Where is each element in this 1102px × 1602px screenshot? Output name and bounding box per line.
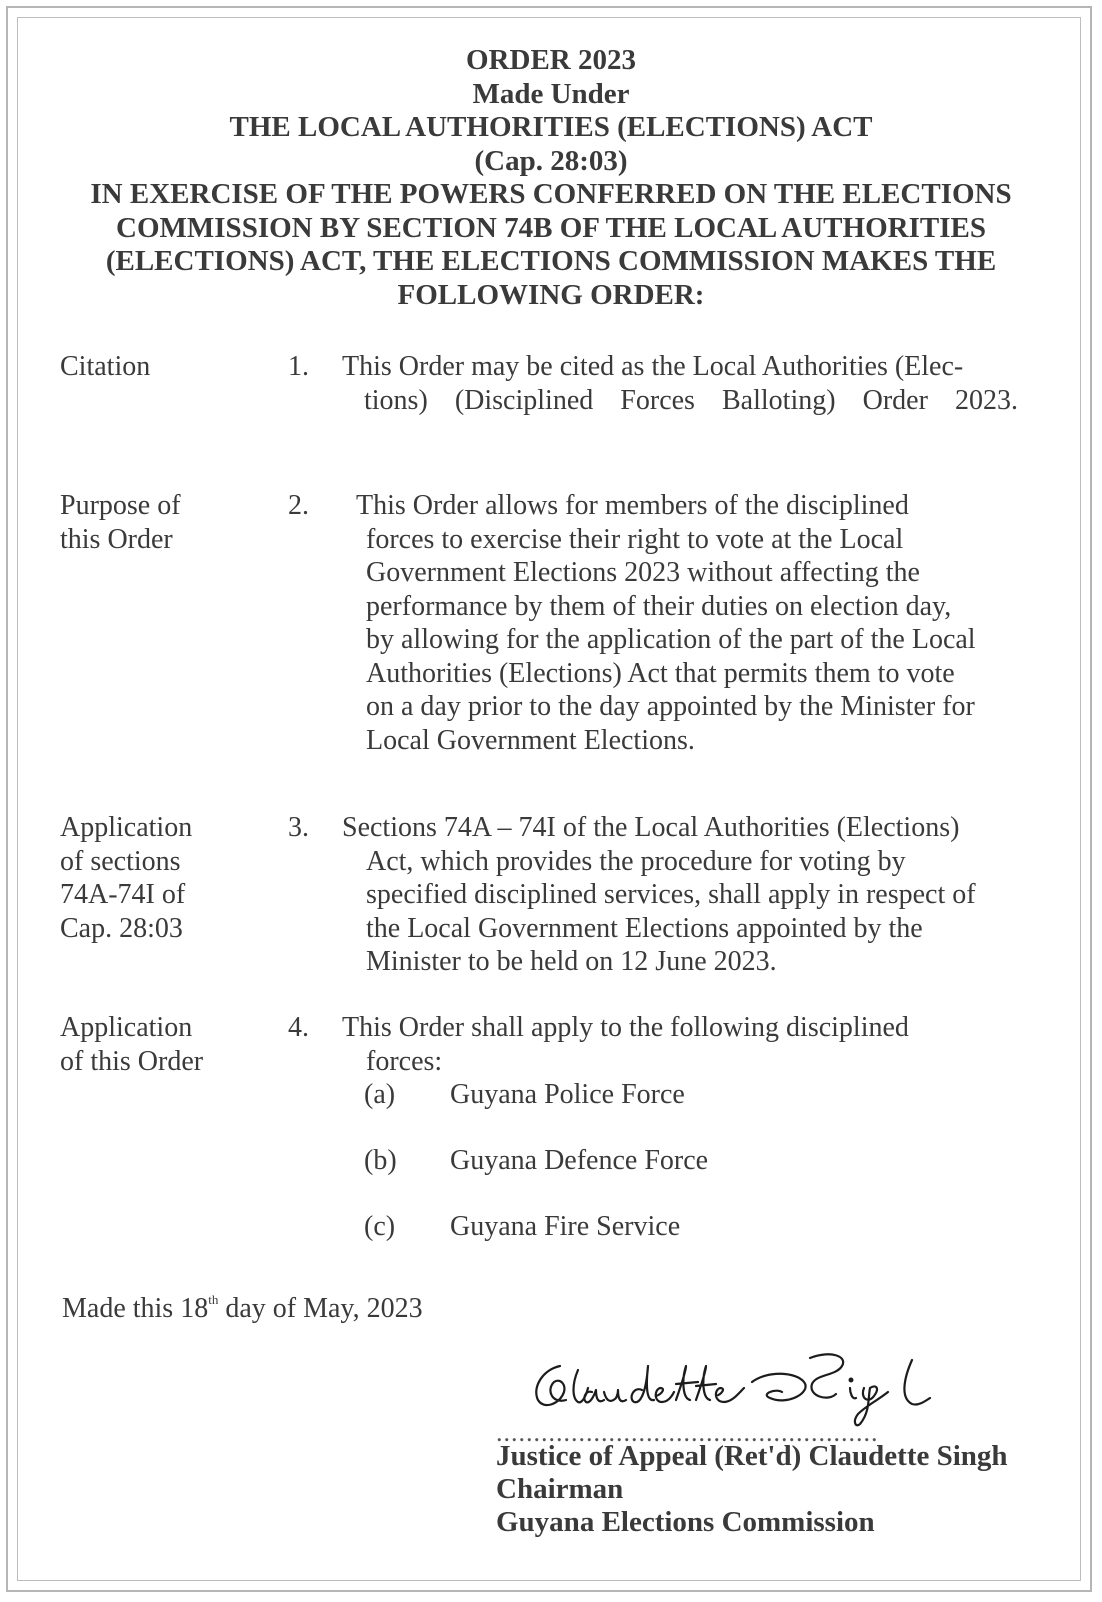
header-preamble-line: FOLLOWING ORDER: (397, 278, 705, 311)
word: Forces (620, 384, 695, 416)
body-line-justified (342, 384, 1018, 418)
section-body (342, 811, 1032, 979)
signature-line: ................................................... (496, 1418, 879, 1447)
body-line: on a day prior to the day appointed by the Minister for (366, 691, 975, 722)
section-body (342, 1011, 1032, 1078)
margin-note-line: 74A-74I of (60, 879, 186, 910)
margin-note-line: Purpose of (60, 490, 181, 521)
body-line: Sections 74A – 74I of the Local Authorities (Elections) (342, 812, 960, 843)
body-line: specified disciplined services, shall apply in respect of (366, 879, 976, 910)
body-line: forces: (366, 1045, 443, 1077)
section-body (342, 350, 1032, 417)
body-line: This Order allows for members of the disciplined (356, 490, 909, 521)
section-number: 3. (288, 812, 309, 843)
signatory-block (496, 1440, 1008, 1539)
header-preamble-line: IN EXERCISE OF THE POWERS CONFERRED ON THE ELECTIONS (90, 178, 1012, 210)
section-body (356, 489, 1046, 757)
header-preamble-line: (ELECTIONS) ACT, THE ELECTIONS COMMISSION MAKES THE (105, 245, 997, 277)
signatory-organization: Guyana Elections Commission (496, 1506, 875, 1538)
body-line: Act, which provides the procedure for voting by (366, 845, 906, 877)
signatory-name: Justice of Appeal (Ret'd) Claudette Singh (496, 1440, 1008, 1472)
list-item-text: Guyana Defence Force (450, 1145, 709, 1176)
list-item (364, 1078, 685, 1112)
list-item-letter: (a) (364, 1079, 396, 1110)
made-date-prefix: Made this 18 (62, 1293, 209, 1324)
body-line: Authorities (Elections) Act that permits them to vote (366, 657, 955, 689)
word: Balloting) (722, 384, 836, 416)
list-item-letter: (c) (364, 1211, 396, 1242)
margin-note (60, 350, 280, 384)
word: Order (862, 384, 928, 416)
body-line: Minister to be held on 12 June 2023. (366, 946, 777, 977)
header-preamble-line: COMMISSION BY SECTION 74B OF THE LOCAL AUTHORITIES (116, 211, 986, 244)
margin-note-line: this Order (60, 523, 173, 555)
section-number: 4. (288, 1012, 309, 1043)
header-title: ORDER 2023 (466, 44, 636, 76)
list-item-text: Guyana Police Force (450, 1079, 685, 1110)
margin-note-line: Application (60, 1012, 193, 1043)
body-line: This Order shall apply to the following disciplined (342, 1012, 909, 1043)
margin-note-line: of sections (60, 845, 181, 877)
margin-note-line: Citation (60, 351, 151, 382)
order-header (20, 44, 1082, 312)
signatory-title: Chairman (496, 1473, 624, 1505)
margin-note (60, 489, 280, 556)
list-item-letter: (b) (364, 1145, 397, 1176)
body-line: by allowing for the application of the part of the Local (366, 624, 976, 655)
margin-note-line: of this Order (60, 1045, 204, 1077)
section-number: 2. (288, 490, 309, 521)
list-item (364, 1144, 708, 1178)
body-line: forces to exercise their right to vote at the Local (366, 523, 904, 555)
handwritten-signature (520, 1348, 950, 1428)
margin-note (60, 811, 280, 945)
made-date-ordinal: th (208, 1292, 219, 1307)
body-line: This Order may be cited as the Local Authorities (Elec- (342, 351, 964, 382)
list-item (364, 1210, 680, 1244)
body-line: Local Government Elections. (366, 724, 695, 756)
body-line: Government Elections 2023 without affecting the (366, 557, 920, 588)
section-number: 1. (288, 351, 309, 382)
made-date (62, 1292, 423, 1325)
word: (Disciplined (454, 384, 594, 416)
header-cap: (Cap. 28:03) (474, 144, 628, 177)
margin-note (60, 1011, 280, 1078)
margin-note-line: Cap. 28:03 (60, 912, 183, 944)
header-act-name: THE LOCAL AUTHORITIES (ELECTIONS) ACT (229, 111, 873, 143)
body-line: the Local Government Elections appointed by the (366, 912, 923, 944)
word: tions) (364, 384, 428, 416)
header-made-under: Made Under (472, 77, 630, 110)
margin-note-line: Application (60, 812, 193, 843)
body-line: performance by them of their duties on election day, (366, 590, 952, 622)
list-item-text: Guyana Fire Service (450, 1211, 681, 1242)
word: 2023. (954, 384, 1018, 416)
made-date-suffix: day of May, 2023 (218, 1293, 423, 1324)
